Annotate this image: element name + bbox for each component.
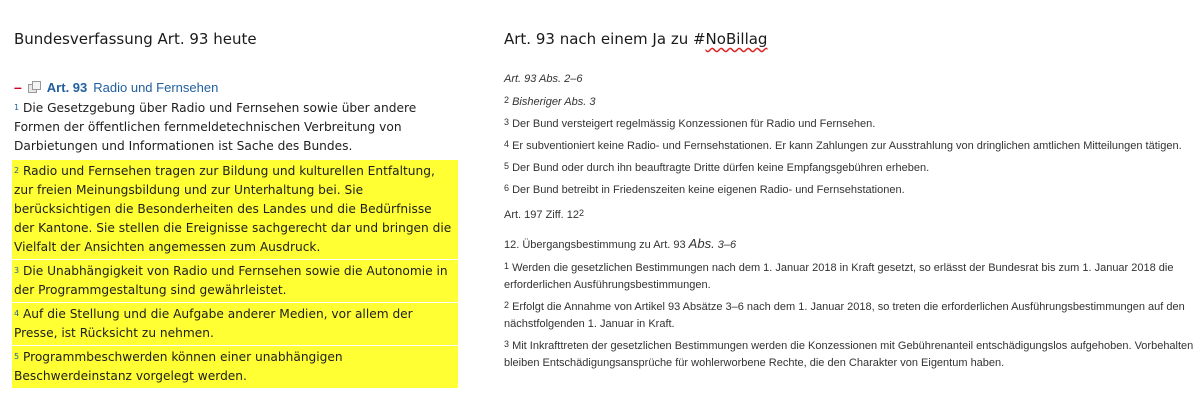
paragraph-number: 5 bbox=[14, 352, 20, 361]
article-number: Art. 93 bbox=[46, 79, 88, 95]
paragraph-text: Erfolgt die Annahme von Artikel 93 Absätze 3–6 nach dem 1. Januar 2018, so treten die erforderlichen Ausführungsbestimmungen auf den nächstfolgenden 1. Januar in Kraft. bbox=[504, 301, 1185, 330]
paragraph-text: Mit Inkrafttreten der gesetzlichen Bestimmungen werden die Konzessionen mit Gebührenanteil entschädigungslos aufgehoben. Vorbehalten bleiben Entschädigungsansprüche für wohlerworbene Rechte, die den Charakter von Eigentum haben. bbox=[504, 340, 1194, 369]
paragraph-text: Radio und Fernsehen tragen zur Bildung und kulturellen Entfaltung, zur freien Meinungsbildung und zur Unterhaltung bei. Sie berücksichtigen die Besonderheiten des Landes und die Bedürfnisse der Kantone. Sie stellen die Ereignisse sachgerecht dar und bringen die Vielfalt der Ansichten angemessen zum Ausdruck. bbox=[14, 164, 452, 254]
transitional-abs: Abs. bbox=[688, 236, 715, 251]
right-heading bbox=[504, 30, 767, 48]
paragraph-text: Programmbeschwerden können einer unabhängigen Beschwerdeinstanz vorgelegt werden. bbox=[14, 350, 343, 383]
paragraph-number: 3 bbox=[504, 339, 510, 349]
paragraph-text: Der Bund oder durch ihn beauftragte Dritte dürfen keine Empfangsgebühren erheben. bbox=[512, 162, 930, 174]
transitional-heading bbox=[504, 235, 1194, 254]
paragraph-number: 1 bbox=[14, 103, 20, 112]
nobillag-tag: NoBillag bbox=[705, 30, 768, 48]
paragraph-1 bbox=[14, 99, 454, 156]
amendment-abs bbox=[504, 71, 1194, 88]
paragraph-number: 3 bbox=[14, 266, 20, 275]
paragraph-text: Bisheriger Abs. 3 bbox=[512, 96, 596, 108]
paragraph-5 bbox=[12, 346, 458, 388]
left-heading: Bundesverfassung Art. 93 heute bbox=[14, 30, 257, 48]
amendment-line-2 bbox=[504, 94, 1194, 111]
amendment-line-3 bbox=[504, 116, 1194, 133]
amendment-line-4 bbox=[504, 138, 1194, 155]
article-name: Radio und Fernsehen bbox=[93, 79, 219, 95]
paragraph-text: Werden die gesetzlichen Bestimmungen nach dem 1. Januar 2018 in Kraft gesetzt, so erlässt der Bundesrat bis zum 1. Januar 2018 die erforderlichen Ausführungsbestimmungen. bbox=[504, 262, 1174, 291]
transitional-range: 3–6 bbox=[714, 239, 737, 251]
article-title[interactable] bbox=[14, 79, 218, 95]
paragraph-number: 2 bbox=[504, 95, 510, 105]
paragraph-number: 2 bbox=[504, 300, 510, 310]
amendment-abs-text: Art. 93 Abs. 2–6 bbox=[504, 73, 583, 85]
collapse-icon[interactable]: – bbox=[14, 79, 22, 95]
transitional-para-3 bbox=[504, 338, 1194, 372]
paragraph-text: Er subventioniert keine Radio- und Fernsehstationen. Er kann Zahlungen zur Ausstrahlung von dringlichen amtlichen Mitteilungen tätigen. bbox=[512, 140, 1182, 152]
transitional-para-2 bbox=[504, 299, 1194, 333]
paragraph-number: 3 bbox=[504, 117, 510, 127]
amendment-line-5 bbox=[504, 160, 1194, 177]
paragraph-text: Der Bund betreibt in Friedenszeiten keine eigenen Radio- und Fernsehstationen. bbox=[512, 184, 905, 196]
right-heading-prefix: Art. 93 nach einem Ja zu # bbox=[504, 30, 706, 48]
paragraph-4 bbox=[12, 303, 458, 345]
paragraph-number: 1 bbox=[504, 261, 510, 271]
paragraph-3 bbox=[12, 260, 458, 302]
paragraph-text: Der Bund versteigert regelmässig Konzessionen für Radio und Fernsehen. bbox=[512, 118, 876, 130]
amendment-line-6 bbox=[504, 182, 1194, 199]
document-link-icon[interactable] bbox=[28, 81, 41, 93]
paragraph-number: 4 bbox=[504, 139, 510, 149]
paragraph-text: Die Gesetzgebung über Radio und Fernsehen sowie über andere Formen der öffentlichen fernmeldetechnischen Verbreitung von Darbietungen und Informationen ist Sache des Bundes. bbox=[14, 101, 417, 153]
footnote-number: 2 bbox=[579, 208, 585, 218]
paragraph-number: 4 bbox=[14, 309, 20, 318]
art-197-text: Art. 197 Ziff. 12 bbox=[504, 209, 580, 221]
paragraph-2 bbox=[12, 160, 458, 259]
paragraph-text: Auf die Stellung und die Aufgabe anderer Medien, vor allem der Presse, ist Rücksicht zu nehmen. bbox=[14, 307, 413, 340]
transitional-para-1 bbox=[504, 260, 1194, 294]
paragraph-number: 5 bbox=[504, 161, 510, 171]
paragraph-number: 2 bbox=[14, 166, 20, 175]
paragraph-number: 6 bbox=[504, 183, 510, 193]
transitional-prefix: 12. Übergangsbestimmung zu Art. 93 bbox=[504, 239, 689, 251]
paragraph-text: Die Unabhängigkeit von Radio und Fernsehen sowie die Autonomie in der Programmgestaltung sind gewährleistet. bbox=[14, 264, 448, 297]
art-197-line bbox=[504, 207, 1194, 224]
